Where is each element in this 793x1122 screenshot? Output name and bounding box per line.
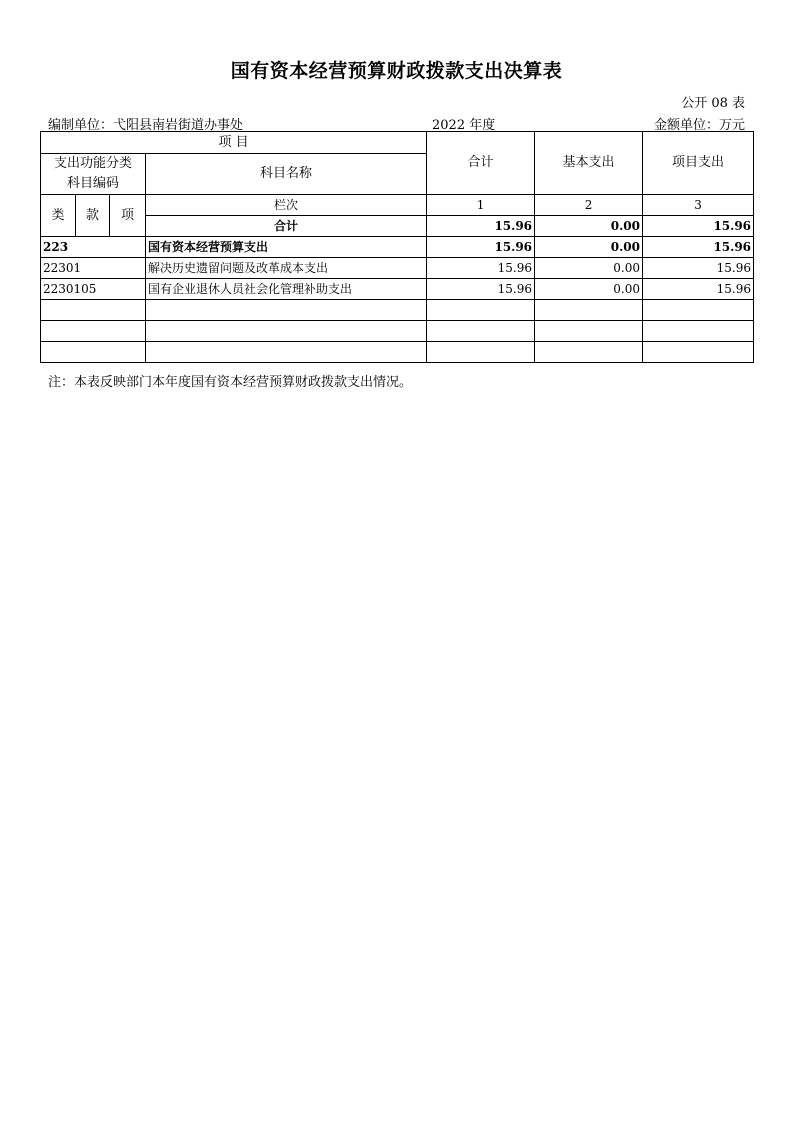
seq-2: 2 xyxy=(535,195,643,216)
table-row xyxy=(41,258,754,279)
header-seq-label: 栏次 xyxy=(146,195,427,216)
row-project: 15.96 xyxy=(643,258,754,279)
row-code: 2230105 xyxy=(41,279,146,300)
empty-cell xyxy=(643,342,754,363)
empty-cell xyxy=(41,321,146,342)
footnote: 注：本表反映部门本年度国有资本经营预算财政拨款支出情况。 xyxy=(48,375,413,390)
row-basic: 0.00 xyxy=(535,237,643,258)
empty-cell xyxy=(643,321,754,342)
row-total: 15.96 xyxy=(427,258,535,279)
total-row-basic: 0.00 xyxy=(535,216,643,237)
header-basic: 基本支出 xyxy=(535,132,643,195)
row-total: 15.96 xyxy=(427,279,535,300)
header-kuan: 款 xyxy=(76,195,110,237)
empty-cell xyxy=(146,342,427,363)
row-name: 国有企业退休人员社会化管理补助支出 xyxy=(146,279,427,300)
empty-cell xyxy=(427,321,535,342)
seq-3: 3 xyxy=(643,195,754,216)
empty-cell xyxy=(643,300,754,321)
empty-row xyxy=(41,342,754,363)
row-name: 解决历史遗留问题及改革成本支出 xyxy=(146,258,427,279)
empty-cell xyxy=(146,300,427,321)
row-basic: 0.00 xyxy=(535,258,643,279)
compiling-unit: 编制单位：弋阳县南岩街道办事处 xyxy=(48,118,244,133)
expenditure-table xyxy=(40,131,754,363)
empty-cell xyxy=(146,321,427,342)
header-lei: 类 xyxy=(41,195,76,237)
total-row-total: 15.96 xyxy=(427,216,535,237)
row-basic: 0.00 xyxy=(535,279,643,300)
header-project: 项 目 xyxy=(41,132,427,154)
table-row xyxy=(41,237,754,258)
row-name: 国有资本经营预算支出 xyxy=(146,237,427,258)
fiscal-year: 2022 年度 xyxy=(432,118,496,133)
empty-cell xyxy=(41,342,146,363)
page-title: 国有资本经营预算财政拨款支出决算表 xyxy=(230,60,563,82)
empty-cell xyxy=(535,321,643,342)
row-project: 15.96 xyxy=(643,279,754,300)
header-total: 合计 xyxy=(427,132,535,195)
amount-unit: 金额单位：万元 xyxy=(653,118,745,133)
header-xiang: 项 xyxy=(110,195,146,237)
seq-1: 1 xyxy=(427,195,535,216)
header-subject-name: 科目名称 xyxy=(146,154,427,195)
row-code: 223 xyxy=(41,237,146,258)
empty-cell xyxy=(427,300,535,321)
row-code: 22301 xyxy=(41,258,146,279)
empty-cell xyxy=(535,342,643,363)
empty-cell xyxy=(427,342,535,363)
header-project-expense: 项目支出 xyxy=(643,132,754,195)
empty-row xyxy=(41,321,754,342)
total-row-project: 15.96 xyxy=(643,216,754,237)
header-func-code: 支出功能分类 科目编码 xyxy=(41,154,146,195)
row-total: 15.96 xyxy=(427,237,535,258)
empty-row xyxy=(41,300,754,321)
row-project: 15.96 xyxy=(643,237,754,258)
total-row-label: 合计 xyxy=(146,216,427,237)
form-number: 公开 08 表 xyxy=(681,96,745,111)
table-row xyxy=(41,279,754,300)
empty-cell xyxy=(535,300,643,321)
empty-cell xyxy=(41,300,146,321)
